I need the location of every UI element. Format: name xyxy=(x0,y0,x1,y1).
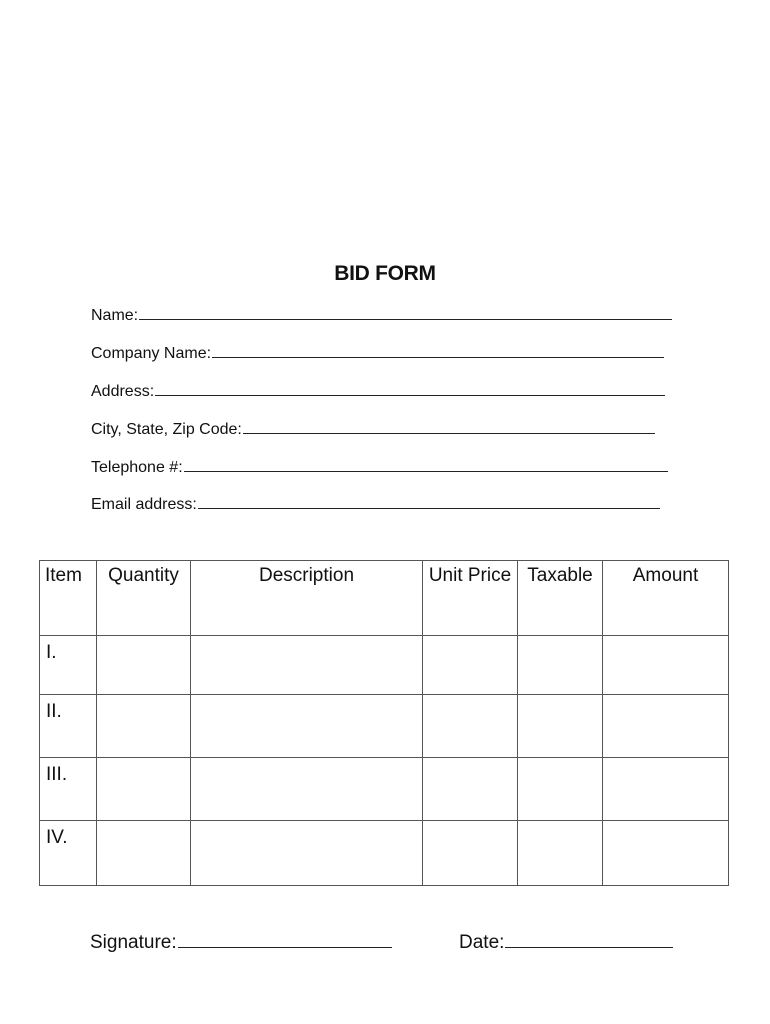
address-field[interactable] xyxy=(91,379,711,405)
amount-cell[interactable] xyxy=(603,821,729,886)
city-state-zip-field-label: City, State, Zip Code: xyxy=(91,421,242,438)
city-state-zip-field[interactable] xyxy=(91,417,711,443)
date-field[interactable] xyxy=(459,928,673,957)
description-cell[interactable] xyxy=(191,821,423,886)
table-header-row xyxy=(40,561,729,636)
name-field[interactable] xyxy=(91,303,711,329)
unit-price-cell[interactable] xyxy=(423,758,518,821)
address-field-blank[interactable] xyxy=(155,379,665,396)
unit-price-cell[interactable] xyxy=(423,636,518,695)
description-cell[interactable] xyxy=(191,695,423,758)
header-description: Description xyxy=(191,561,423,636)
taxable-cell[interactable] xyxy=(518,821,603,886)
name-field-blank[interactable] xyxy=(139,303,672,320)
amount-cell[interactable] xyxy=(603,636,729,695)
company-name-field[interactable] xyxy=(91,341,711,367)
taxable-cell[interactable] xyxy=(518,636,603,695)
signature-field[interactable] xyxy=(90,928,392,957)
item-number-cell: IV. xyxy=(40,821,97,886)
description-cell[interactable] xyxy=(191,636,423,695)
page-title: BID FORM xyxy=(334,262,436,285)
unit-price-cell[interactable] xyxy=(423,821,518,886)
amount-cell[interactable] xyxy=(603,695,729,758)
name-field-label: Name: xyxy=(91,307,139,324)
quantity-cell[interactable] xyxy=(97,636,191,695)
unit-price-cell[interactable] xyxy=(423,695,518,758)
telephone-field-label: Telephone #: xyxy=(91,459,183,476)
date-blank[interactable] xyxy=(505,928,673,948)
header-quantity: Quantity xyxy=(97,561,191,636)
table-row xyxy=(40,821,729,886)
company-name-field-blank[interactable] xyxy=(212,341,664,358)
city-state-zip-field-blank[interactable] xyxy=(243,417,655,434)
company-name-field-label: Company Name: xyxy=(91,345,212,362)
telephone-field[interactable] xyxy=(91,455,711,481)
signature-label: Signature: xyxy=(90,932,177,953)
header-amount: Amount xyxy=(603,561,729,636)
signature-blank[interactable] xyxy=(178,928,392,948)
quantity-cell[interactable] xyxy=(97,695,191,758)
header-item: Item xyxy=(40,561,97,636)
email-address-field[interactable] xyxy=(91,492,711,518)
item-number-cell: III. xyxy=(40,758,97,821)
table-row xyxy=(40,636,729,695)
taxable-cell[interactable] xyxy=(518,758,603,821)
item-number-cell: II. xyxy=(40,695,97,758)
telephone-field-blank[interactable] xyxy=(184,455,668,472)
table-row xyxy=(40,695,729,758)
header-unit-price: Unit Price xyxy=(423,561,518,636)
email-address-field-blank[interactable] xyxy=(198,492,660,509)
table-row xyxy=(40,758,729,821)
taxable-cell[interactable] xyxy=(518,695,603,758)
header-taxable: Taxable xyxy=(518,561,603,636)
email-address-field-label: Email address: xyxy=(91,496,197,513)
description-cell[interactable] xyxy=(191,758,423,821)
amount-cell[interactable] xyxy=(603,758,729,821)
bid-items-table xyxy=(39,560,729,886)
quantity-cell[interactable] xyxy=(97,758,191,821)
quantity-cell[interactable] xyxy=(97,821,191,886)
item-number-cell: I. xyxy=(40,636,97,695)
date-label: Date: xyxy=(459,932,505,953)
address-field-label: Address: xyxy=(91,383,155,400)
